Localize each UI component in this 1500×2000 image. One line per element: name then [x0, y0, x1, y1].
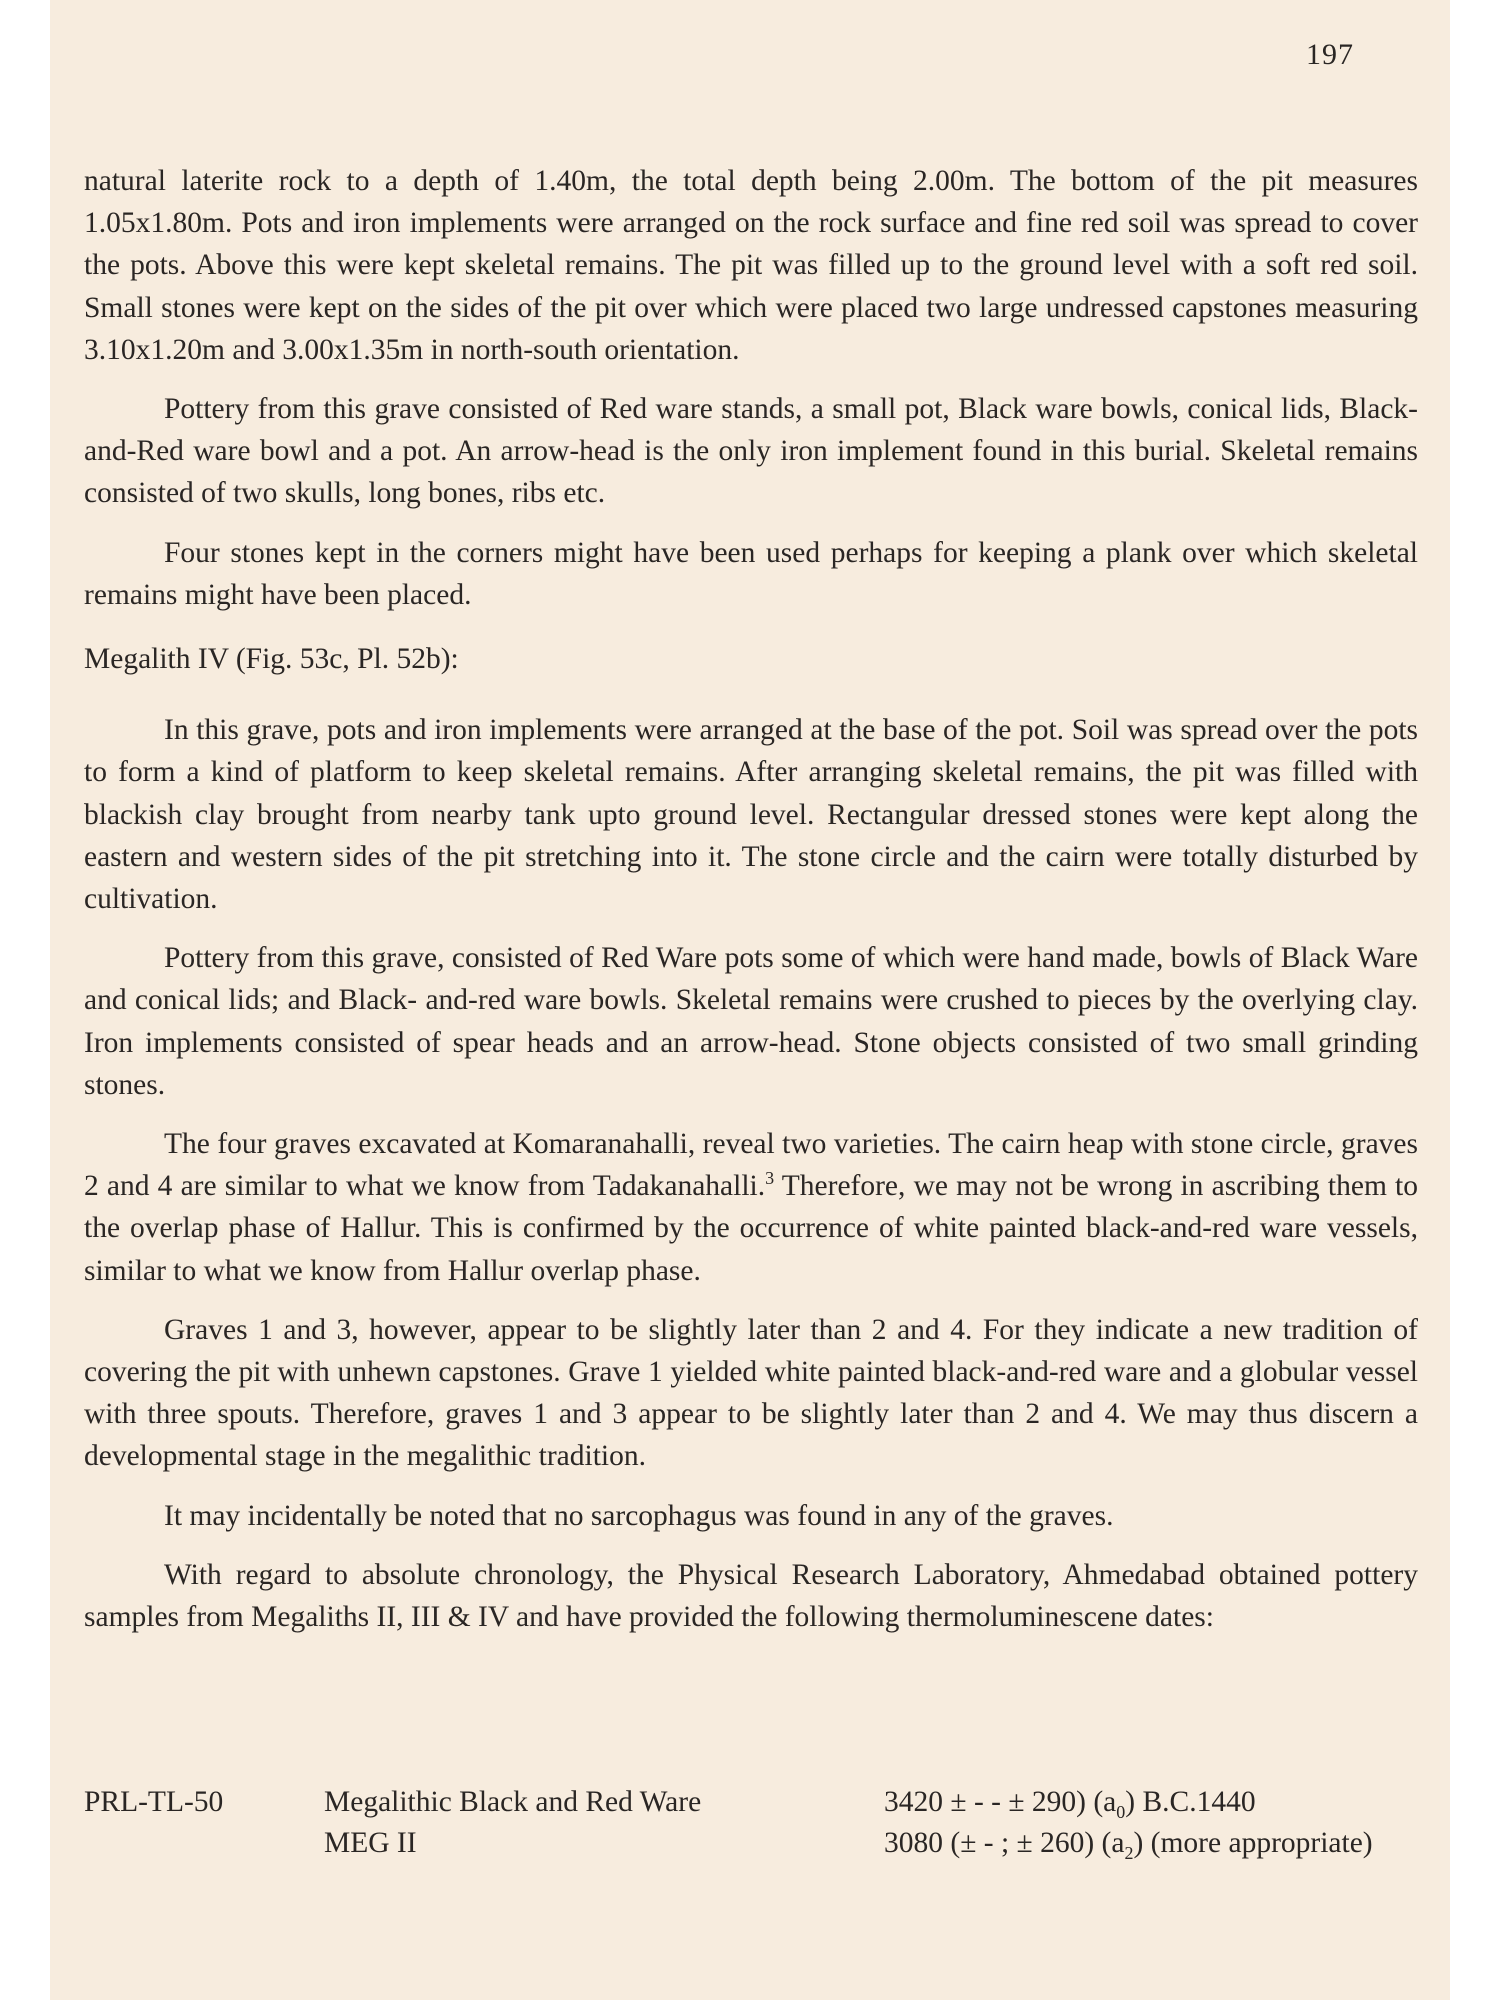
sample-description — [324, 1782, 784, 1864]
paragraph — [84, 1123, 1418, 1292]
paragraph-text: Therefore, we may not be wrong in ascribing them to the overlap phase of Hallur. This is confirmed by the occurrence of white painted black-and-red ware vessels, similar to what we know from Hallur overlap phase. — [84, 1170, 1418, 1287]
date-value-text: 3080 (± - ; ± 260) (a — [884, 1827, 1125, 1859]
paragraph: Four stones kept in the corners might have been used perhaps for keeping a plank over which skeletal remains might have been placed. — [84, 536, 1418, 611]
page-number: 197 — [1306, 38, 1354, 71]
paragraph-text: The four graves excavated at Komaranahalli, reveal two varieties. The cairn heap with stone circle, graves 2 and 4 are similar to what we know from Tadakanahalli. — [84, 1128, 1418, 1203]
footnote-ref: 3 — [765, 1168, 775, 1189]
date-subscript: 2 — [1124, 1842, 1134, 1863]
paragraph: In this grave, pots and iron implements were arranged at the base of the pot. Soil was spread over the pots to form a kind of platform to keep skeletal remains. After arranging skeletal remains, the pit was filled with blackish clay brought from nearby tank upto ground level. Rectangular dressed stones were kept along the eastern and western sides of the pit stretching into it. The stone circle and the cairn were totally disturbed by cultivation. — [84, 714, 1418, 916]
date-value-text: 3420 ± - - ± 290) (a — [884, 1786, 1117, 1818]
section-heading: Megalith IV (Fig. 53c, Pl. 52b): — [84, 643, 459, 676]
paragraph: Pottery from this grave consisted of Red ware stands, a small pot, Black ware bowls, conical lids, Black-and-Red ware bowl and a pot. An arrow-head is the only iron implement found in this burial. Skeletal remains consisted of two skulls, long bones, ribs etc. — [84, 393, 1418, 510]
document-page — [50, 0, 1450, 2000]
date-value — [884, 1782, 1418, 1823]
date-value-text: ) B.C.1440 — [1125, 1786, 1256, 1818]
sample-code: PRL-TL-50 — [84, 1786, 224, 1818]
date-value — [884, 1823, 1418, 1864]
date-values — [884, 1782, 1418, 1864]
paragraph: natural laterite rock to a depth of 1.40m, the total depth being 2.00m. The bottom of the pit measures 1.05x1.80m. Pots and iron implements were arranged on the rock surface and fine red soil was spread to cover the pots. Above this were kept skeletal remains. The pit was filled up to the ground level with a soft red soil. Small stones were kept on the sides of the pit over which were placed two large undressed capstones measuring 3.10x1.20m and 3.00x1.35m in north-south orientation. — [84, 165, 1418, 366]
description-line: Megalithic Black and Red Ware — [324, 1786, 702, 1818]
body-text — [84, 160, 1418, 1655]
date-subscript: 0 — [1116, 1801, 1126, 1822]
paragraph: Pottery from this grave, consisted of Red Ware pots some of which were hand made, bowls of Black Ware and conical lids; and Black- and-red ware bowls. Skeletal remains were crushed to pieces by the overlying clay. Iron implements consisted of spear heads and an arrow-head. Stone objects consisted of two small grinding stones. — [84, 942, 1418, 1101]
paragraph: Graves 1 and 3, however, appear to be slightly later than 2 and 4. For they indicate a new tradition of covering the pit with unhewn capstones. Grave 1 yielded white painted black-and-red ware and a globular vessel with three spouts. Therefore, graves 1 and 3 appear to be slightly later than 2 and 4. We may thus discern a developmental stage in the megalithic tradition. — [84, 1313, 1418, 1473]
paragraph: With regard to absolute chronology, the Physical Research Laboratory, Ahmedabad obtained pottery samples from Megaliths II, III & IV and have provided the following thermoluminescene dates: — [84, 1558, 1418, 1634]
date-value-text: ) (more appropriate) — [1133, 1827, 1373, 1859]
paragraph: It may incidentally be noted that no sarcophagus was found in any of the graves. — [164, 1499, 1114, 1532]
description-line: MEG II — [324, 1827, 417, 1859]
